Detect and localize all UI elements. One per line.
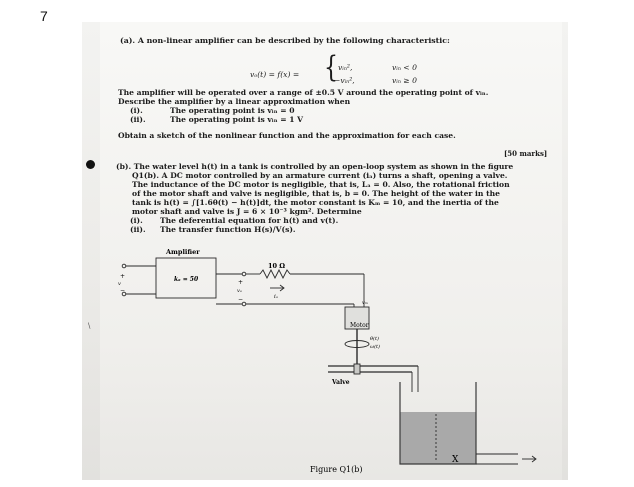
q1b-line-5: tank is h(t) = ∫[1.6θ(t) − h(t)]dt, the motor constant is Kₘ = 10, and the inertia of the	[132, 198, 499, 207]
motor-label: Motor	[350, 322, 369, 329]
q1b-line-1: (b). The water level h(t) in a tank is controlled by an open-loop system as shown in the figure	[116, 162, 514, 171]
q1b-line-2: Q1(b). A DC motor controlled by an armature current (iₐ) turns a shaft, opening a valve.	[132, 171, 508, 180]
figure-q1b	[100, 22, 562, 480]
q1b-line-4: of the motor shaft and valve is negligible, that is, b = 0. The height of the water in the	[132, 189, 500, 198]
page-number: 7	[40, 8, 48, 24]
q1a-item-2-text: The operating point is vᵢₙ = 1 V	[170, 115, 304, 124]
output-minus-sign: −	[238, 296, 244, 303]
theta-label: θ(t)	[370, 336, 379, 342]
q1b-line-3: The inductance of the DC motor is negligible, that is, Lₐ = 0. Also, the rotational friction	[132, 180, 510, 189]
input-voltage-label: v	[118, 281, 121, 287]
q1a-marks: [50 marks]	[504, 149, 548, 158]
outlet-restriction-mark: X	[452, 455, 459, 465]
q1b-item-2-label: (ii).	[130, 225, 146, 234]
input-minus-sign: −	[120, 287, 126, 294]
input-terminal-top	[122, 264, 126, 268]
q1a-line2: Describe the amplifier by a linear approximation when	[118, 97, 351, 106]
q1a-case2-expr: −vᵢₙ²,	[334, 76, 355, 85]
water	[400, 412, 476, 464]
q1a-case1-expr: vᵢₙ²,	[338, 63, 353, 72]
q1a-equation-lhs: vₒ(t) = f(x) =	[250, 70, 300, 79]
q1b-item-2-text: The transfer function H(s)/V(s).	[160, 225, 296, 234]
q1a-item-1-text: The operating point is vᵢₙ = 0	[170, 106, 295, 115]
q1a-line1: The amplifier will be operated over a range of ±0.5 V around the operating point of vᵢₙ.	[118, 88, 489, 97]
q1a-item-1-label: (i).	[130, 106, 143, 115]
q1a-equation-brace: {	[324, 52, 338, 85]
input-plus-sign: +	[120, 273, 126, 280]
q1b-line-6: motor shaft and valve is J = 6 × 10⁻³ kgm². Determine	[132, 207, 362, 216]
exam-sheet	[100, 22, 562, 480]
motor-voltage-label: vₘ	[362, 300, 368, 306]
q1a-item-2-label: (ii).	[130, 115, 146, 124]
q1b-item-1-label: (i).	[130, 216, 143, 225]
q1a-task: Obtain a sketch of the nonlinear function and the approximation for each case.	[118, 131, 456, 140]
output-voltage-label: vₐ	[237, 288, 242, 294]
document-photo	[82, 22, 568, 480]
q1a-intro: (a). A non-linear amplifier can be described by the following characteristic:	[120, 36, 450, 45]
q1b-item-1-text: The deferential equation for h(t) and v(t).	[160, 216, 339, 225]
valve-gate	[354, 364, 360, 374]
resistor-label: 10 Ω	[268, 262, 286, 270]
q1a-case1-cond: vᵢₙ < 0	[392, 63, 417, 72]
current-label: iₐ	[274, 294, 278, 300]
output-terminal-top	[242, 272, 246, 276]
amplifier-label: Amplifier	[166, 248, 200, 256]
valve-label: Valve	[332, 379, 350, 386]
margin-mark: \	[88, 322, 91, 330]
gain-label: kₐ = 50	[174, 276, 199, 283]
q1a-case2-cond: vᵢₙ ≥ 0	[392, 76, 417, 85]
omega-label: ω(t)	[370, 344, 380, 350]
resistor	[260, 270, 290, 278]
margin-bullet	[86, 160, 95, 169]
output-plus-sign: +	[238, 279, 244, 286]
figure-caption: Figure Q1(b)	[310, 465, 363, 474]
